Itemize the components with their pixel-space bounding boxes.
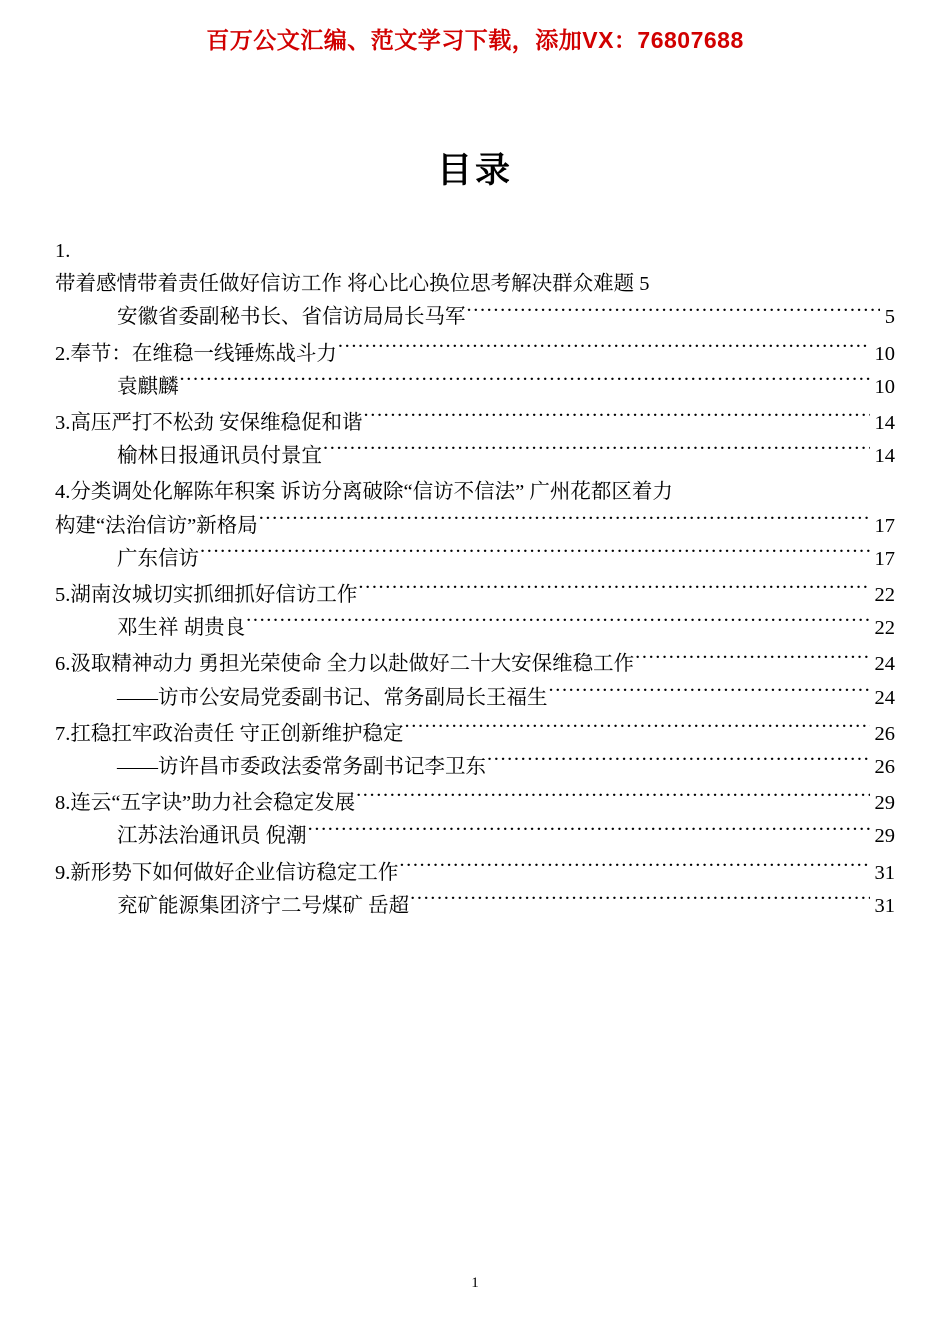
toc-entry-number: 9. [55,861,71,884]
toc-entry-title-line-cont[interactable] [55,510,895,543]
toc-entry-title-cont: 构建“法治信访”新格局 [55,514,258,537]
toc-entry-title-line[interactable] [55,857,895,890]
toc-entry-title: 分类调处化解陈年积案 诉访分离破除“信访不信法” 广州花都区着力 [70,481,673,504]
toc-entry-page: 24 [874,653,895,676]
toc-entry-title: 扛稳扛牢政治责任 守正创新维护稳定 [70,722,404,745]
toc-entry-title-line[interactable] [55,787,895,820]
toc-entry-author-page: 10 [874,375,895,398]
toc-entry-author: 榆林日报通讯员付景宜 [117,445,322,468]
dot-leader [308,822,870,843]
dot-leader [356,789,869,810]
toc-entry-page: 22 [874,584,895,607]
toc-entry-author-page: 26 [874,756,895,779]
toc-entry-title-line[interactable] [55,407,895,440]
toc-entry-title: 湖南汝城切实抓细抓好信访工作 [70,584,358,607]
toc-entry-author-line [55,543,895,576]
promo-banner: 百万公文汇编、范文学习下载，添加VX：76807688 [206,27,744,53]
toc-entry-author: 江苏法治通讯员 倪潮 [117,825,307,848]
dot-leader [323,442,870,463]
toc-entry-author: 邓生祥 胡贵良 [117,617,246,640]
toc-entry-author-line [55,440,895,473]
dot-leader [364,409,870,430]
dot-leader [246,614,869,635]
dot-leader [635,650,869,671]
toc-entry-author: 兖矿能源集团济宁二号煤矿 岳超 [117,894,410,917]
toc-entry-number: 6. [55,653,71,676]
toc-entry-title: 高压严打不松劲 安保维稳促和谐 [70,412,363,435]
dot-leader [200,544,870,565]
toc-entry-author: 广东信访 [117,547,199,570]
toc-entry-author-page: 31 [874,894,895,917]
dot-leader [358,581,869,602]
toc-entry-author-page: 29 [874,825,895,848]
toc-entry [55,787,895,853]
toc-entry-author-page: 24 [874,686,895,709]
toc-entry-title-line[interactable] [55,648,895,681]
toc-entry [55,718,895,784]
toc-entry-title-line[interactable] [55,579,895,612]
toc-entry-title[interactable]: 带着感情带着责任做好信访工作 将心比心换位思考解决群众难题 5 [55,273,650,296]
toc-entry-page: 10 [874,342,895,365]
toc-entry-title-line[interactable] [55,718,895,751]
dot-leader [338,339,870,360]
toc-entry [55,338,895,404]
dot-leader [467,303,880,324]
toc-entry [55,407,895,473]
page-title: 目录 [436,151,513,190]
dot-leader [399,858,869,879]
toc-entry-author: 安徽省委副秘书长、省信访局局长马军 [117,306,466,329]
toc-entry-title-line[interactable] [55,476,895,509]
toc-entry-author-page: 17 [874,547,895,570]
toc-entry-author-page: 22 [874,617,895,640]
toc-entry-author-line [55,820,895,853]
toc-entry-title: 汲取精神动力 勇担光荣使命 全力以赴做好二十大安保维稳工作 [70,653,635,676]
toc-entry-number: 8. [55,792,71,815]
dot-leader [259,511,870,532]
toc-entry [55,648,895,714]
dot-leader [549,683,870,704]
toc-entry-author-line [55,371,895,404]
toc-entry-page: 17 [874,514,895,537]
toc-entry [55,476,895,576]
dot-leader [180,372,870,393]
toc-entry-page: 14 [874,412,895,435]
toc-entry-author: ——访许昌市委政法委常务副书记李卫东 [117,756,486,779]
toc-entry-author-line [55,751,895,784]
toc-entry-title: 新形势下如何做好企业信访稳定工作 [70,861,399,884]
toc-entry-number: 7. [55,722,71,745]
toc-entry-page: 29 [874,792,895,815]
toc-entry-author-page: 5 [884,306,895,329]
toc-entry-title: 连云“五字诀”助力社会稳定发展 [70,792,356,815]
toc-entry-number: 4. [55,481,71,504]
toc-entry-number: 3. [55,412,71,435]
dot-leader [405,719,870,740]
page-footer-number: 1 [471,1275,479,1291]
toc-entry-number: 1. [55,240,71,262]
toc-entry [55,857,895,923]
table-of-contents [55,235,895,923]
dot-leader [487,753,870,774]
toc-entry-page: 26 [874,722,895,745]
toc-entry-author: 袁麒麟 [117,375,179,398]
toc-entry-title-line[interactable] [55,338,895,371]
toc-entry-page: 31 [874,861,895,884]
toc-entry-author: ——访市公安局党委副书记、常务副局长王福生 [117,686,548,709]
toc-entry [55,235,895,335]
toc-entry [55,579,895,645]
toc-entry-author-line [55,682,895,715]
toc-entry-author-line [55,301,895,334]
toc-entry-number: 5. [55,584,71,607]
toc-entry-author-line [55,890,895,923]
toc-entry-author-line [55,612,895,645]
toc-entry-title: 奉节：在维稳一线锤炼战斗力 [70,342,337,365]
toc-entry-author-page: 14 [874,445,895,468]
toc-entry-number: 2. [55,342,71,365]
dot-leader [410,891,869,912]
